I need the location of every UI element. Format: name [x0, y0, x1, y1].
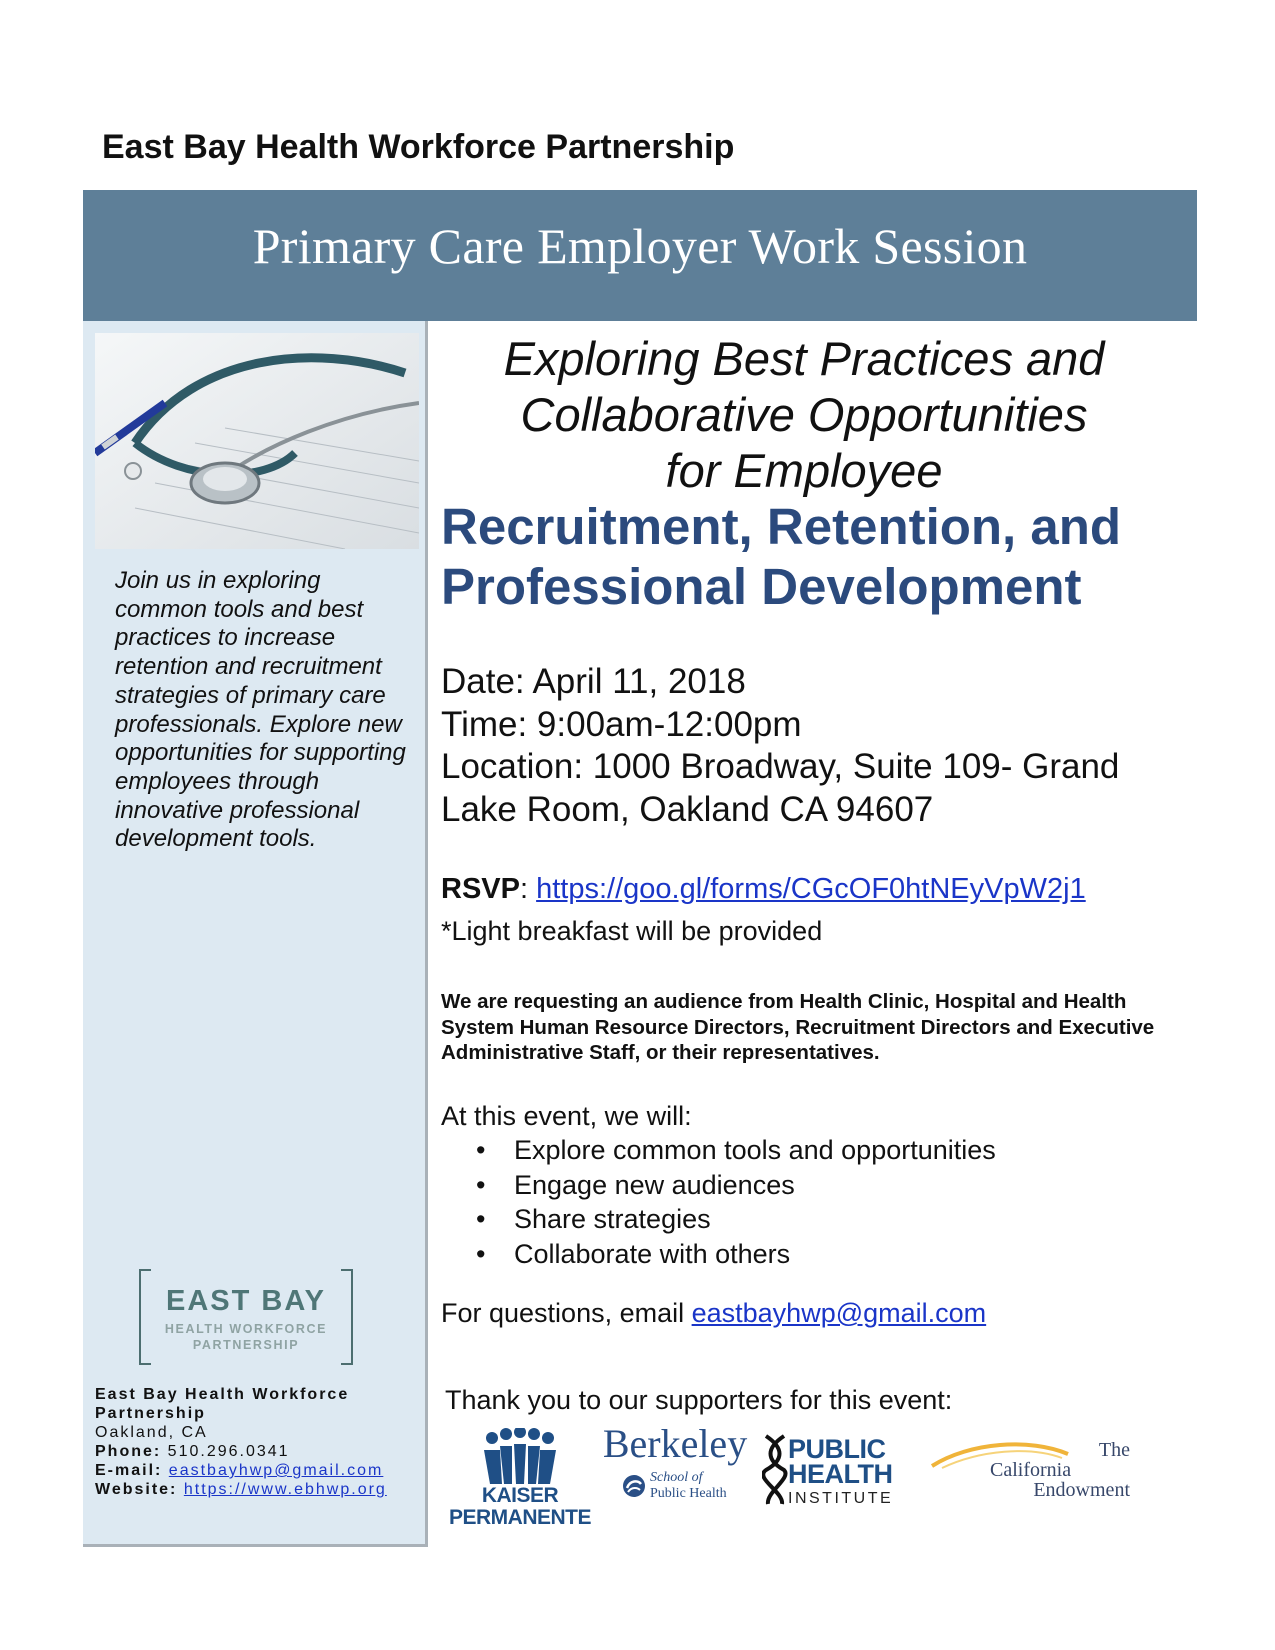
contact-city: Oakland, CA — [95, 1424, 208, 1441]
sidebar — [83, 321, 428, 1547]
event-time: Time: 9:00am-12:00pm — [441, 704, 802, 744]
list-item — [441, 1133, 996, 1168]
org-heading: East Bay Health Workforce Partnership — [102, 128, 735, 166]
list-item-text: Explore common tools and opportunities — [514, 1135, 996, 1165]
questions-text: For questions, email — [441, 1298, 692, 1328]
event-location-line2: Lake Room, Oakland CA 94607 — [441, 789, 934, 829]
subtitle-line-3: for Employee — [665, 444, 943, 497]
bullet-icon: • — [476, 1169, 486, 1200]
phi-line3: INSTITUTE — [788, 1490, 894, 1507]
website-label: Website: — [95, 1481, 178, 1498]
questions-email-link[interactable]: eastbayhwp@gmail.com — [691, 1298, 987, 1328]
subtitle-line-1: Exploring Best Practices and — [503, 332, 1105, 385]
email-link[interactable]: eastbayhwp@gmail.com — [168, 1462, 384, 1479]
phone-label: Phone: — [95, 1443, 162, 1460]
list-item — [441, 1202, 996, 1237]
list-item-text: Share strategies — [514, 1204, 711, 1234]
event-location-line1: Location: 1000 Broadway, Suite 109- Grand — [441, 747, 1120, 786]
ebhwp-logo — [139, 1269, 353, 1363]
california-endowment-logo — [930, 1440, 1130, 1525]
intro-text: Join us in exploring common tools and best practices to increase retention and recruitment strategies of primary care professionals. Explore new opportunities for supporting employees through innovative professional development tools. — [115, 567, 406, 853]
berkeley-sub-line2: Public Health — [650, 1486, 727, 1501]
event-details — [441, 661, 1119, 831]
contact-block — [95, 1385, 425, 1499]
endowment-text — [990, 1440, 1130, 1500]
bullet-icon: • — [476, 1238, 486, 1269]
rsvp-label: RSVP — [441, 873, 520, 905]
website-link[interactable]: https://www.ebhwp.org — [183, 1481, 387, 1498]
subtitle-bold-line-1: Recruitment, Retention, and — [441, 498, 1122, 555]
phi-line1: PUBLIC — [788, 1434, 886, 1464]
event-list — [441, 1133, 996, 1271]
contact-org-line1: East Bay Health Workforce — [95, 1386, 350, 1403]
bullet-icon: • — [476, 1135, 486, 1165]
banner-title: Primary Care Employer Work Session — [252, 217, 1028, 274]
logo-main-text: EAST BAY — [166, 1285, 326, 1317]
logo-sub-text-2: PARTNERSHIP — [192, 1338, 300, 1352]
list-item — [441, 1237, 996, 1272]
phi-line2: HEALTH — [788, 1459, 893, 1489]
phi-helix-icon — [762, 1434, 788, 1506]
berkeley-public-health-logo — [600, 1420, 750, 1520]
subtitle-line-2: Collaborative Opportunities — [520, 388, 1088, 441]
kaiser-permanente-logo — [440, 1428, 600, 1528]
breakfast-note: *Light breakfast will be provided — [441, 916, 823, 946]
berkeley-sub-line1: School of — [650, 1470, 703, 1485]
subtitle-italic — [441, 331, 1167, 499]
bullet-icon: • — [476, 1204, 486, 1234]
contact-website-row — [95, 1480, 425, 1499]
list-item — [441, 1168, 996, 1203]
logo-sub-text-1: HEALTH WORKFORCE — [164, 1322, 328, 1336]
supporters-heading: Thank you to our supporters for this event: — [445, 1385, 953, 1415]
berkeley-name: Berkeley — [602, 1421, 748, 1466]
contact-email-row — [95, 1461, 425, 1480]
endowment-line3: Endowment — [1033, 1479, 1130, 1501]
audience-text: We are requesting an audience from Health Clinic, Hospital and Health System Human Resource Directors, Recruitment Directors and Executive Administrative Staff, or their representatives. — [441, 990, 1155, 1064]
kaiser-name-line1: KAISER — [481, 1484, 559, 1507]
subtitle-bold — [441, 497, 1191, 617]
endowment-line2: California — [990, 1459, 1072, 1481]
rsvp-separator: : — [519, 873, 529, 905]
list-item-text: Collaborate with others — [514, 1238, 791, 1269]
public-health-institute-logo — [762, 1434, 902, 1524]
event-intro: At this event, we will: — [441, 1101, 692, 1131]
subtitle-bold-line-2: Professional Development — [441, 558, 1082, 615]
contact-org-line2: Partnership — [95, 1405, 206, 1422]
rsvp-link[interactable]: https://goo.gl/forms/CGcOF0htNEyVpW2j1 — [536, 873, 1086, 905]
stethoscope-image — [95, 333, 419, 549]
questions-row — [441, 1298, 986, 1329]
phone-value: 510.296.0341 — [167, 1443, 290, 1460]
email-label: E-mail: — [95, 1462, 163, 1479]
berkeley-subtitle — [650, 1470, 760, 1502]
title-banner — [83, 190, 1197, 321]
list-item-text: Engage new audiences — [514, 1169, 795, 1200]
endowment-line1: The — [1098, 1439, 1130, 1461]
kaiser-figures-icon — [440, 1428, 600, 1486]
sponsor-logos — [440, 1420, 1160, 1530]
rsvp-row — [441, 873, 1086, 906]
event-date: Date: April 11, 2018 — [441, 662, 746, 701]
contact-phone-row — [95, 1442, 425, 1461]
berkeley-swirl-icon — [622, 1474, 646, 1498]
kaiser-name-line2: PERMANENTE — [448, 1506, 591, 1529]
stethoscope-photo — [95, 333, 419, 549]
